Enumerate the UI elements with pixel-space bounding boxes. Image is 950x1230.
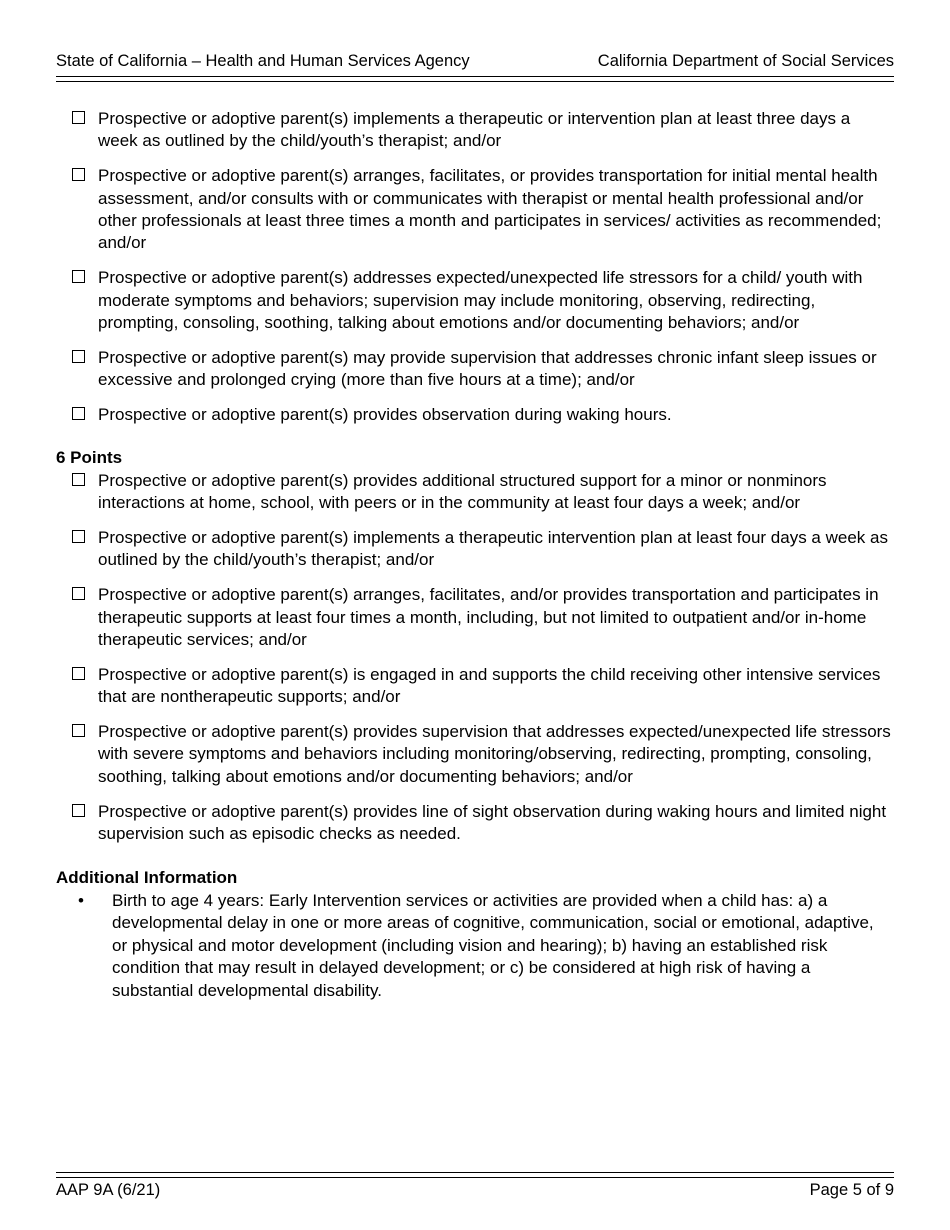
checklist-item (56, 721, 892, 788)
checklist-item-text: Prospective or adoptive parent(s) arranges, facilitates, or provides transportation for initial mental health assessment, and/or consults with or communicates with therapist or mental health professional and/or other professionals at least three times a month and participates in services/ activities as recommended; and/or (98, 166, 882, 253)
checkbox[interactable] (72, 407, 85, 420)
checklist-item-text: Prospective or adoptive parent(s) is engaged in and supports the child receiving other intensive services that are nontherapeutic supports; and/or (98, 664, 881, 707)
checklist-item (56, 470, 892, 515)
footer-divider (56, 1172, 894, 1178)
checkbox[interactable] (72, 168, 85, 181)
additional-information-list (56, 890, 892, 1002)
header-agency: State of California – Health and Human Services Agency (56, 52, 470, 70)
header-divider (56, 76, 894, 82)
page-header (56, 50, 894, 72)
checkbox[interactable] (72, 350, 85, 363)
document-body (56, 108, 892, 1002)
checklist-item (56, 801, 892, 846)
checklist-item-text: Prospective or adoptive parent(s) may provide supervision that addresses chronic infant sleep issues or excessive and prolonged crying (more than five hours at a time); and/or (98, 347, 877, 390)
checklist-item (56, 108, 892, 153)
checkbox[interactable] (72, 587, 85, 600)
checklist-item-text: Prospective or adoptive parent(s) provides line of sight observation during waking hours and limited night supervision such as episodic checks as needed. (98, 801, 887, 844)
checklist-item-text: Prospective or adoptive parent(s) implements a therapeutic intervention plan at least four days a week as outlined by the child/youth’s therapist; and/or (98, 528, 888, 570)
section-heading-additional-information: Additional Information (56, 868, 238, 888)
checklist-item-text: Prospective or adoptive parent(s) provides supervision that addresses expected/unexpected life stressors with severe symptoms and behaviors including monitoring/observing, redirecting, prompting, consoling, soothing, talking about emotions and/or documenting behaviors; and/or (98, 722, 891, 786)
checklist-item-text: Prospective or adoptive parent(s) implements a therapeutic or intervention plan at least three days a week as outlined by the child/youth’s therapist; and/or (98, 109, 851, 151)
checklist-item (56, 165, 892, 255)
checklist-item (56, 404, 892, 426)
section-heading-6-points: 6 Points (56, 448, 123, 468)
checklist-6-points (56, 470, 892, 846)
checklist-item-text: Prospective or adoptive parent(s) provides additional structured support for a minor or nonminors interactions at home, school, with peers or in the community at least four days a week; and/or (98, 470, 827, 513)
checklist-item-text: Prospective or adoptive parent(s) addresses expected/unexpected life stressors for a child/ youth with moderate symptoms and behaviors; supervision may include monitoring, observing, redirecting, prompting, consoling, soothing, talking about emotions and/or documenting behaviors; and/or (98, 268, 863, 333)
checkbox[interactable] (72, 473, 85, 486)
checkbox[interactable] (72, 530, 85, 543)
checkbox[interactable] (72, 270, 85, 283)
checkbox[interactable] (72, 724, 85, 737)
checklist-item (56, 267, 892, 334)
checklist-item-text: Prospective or adoptive parent(s) provides observation during waking hours. (98, 405, 672, 425)
checkbox[interactable] (72, 667, 85, 680)
checklist-item-text: Prospective or adoptive parent(s) arranges, facilitates, and/or provides transportation and participates in therapeutic supports at least four times a month, including, but not limited to outpatient and/or in-home therapeutic services; and/or (98, 585, 879, 650)
bullet-icon: • (78, 890, 84, 910)
checklist-item (56, 664, 892, 709)
checklist-item (56, 527, 892, 572)
footer-page-number: Page 5 of 9 (809, 1181, 894, 1199)
page-footer (56, 1179, 894, 1201)
bullet-item (56, 890, 892, 1002)
bullet-item-text: Birth to age 4 years: Early Intervention services or activities are provided when a child has: a) a developmental delay in one or more areas of cognitive, communication, social or emotional, adaptive, or physical and motor development (including vision and hearing); b) having an established risk condition that may result in delayed development; or c) be considered at high risk of having a substantial developmental disability. (112, 890, 874, 1000)
checkbox[interactable] (72, 804, 85, 817)
header-department: California Department of Social Services (597, 52, 894, 70)
checklist-item (56, 584, 892, 651)
checkbox[interactable] (72, 111, 85, 124)
footer-form-id: AAP 9A (6/21) (56, 1181, 161, 1199)
checklist-continued (56, 108, 892, 426)
checklist-item (56, 347, 892, 392)
